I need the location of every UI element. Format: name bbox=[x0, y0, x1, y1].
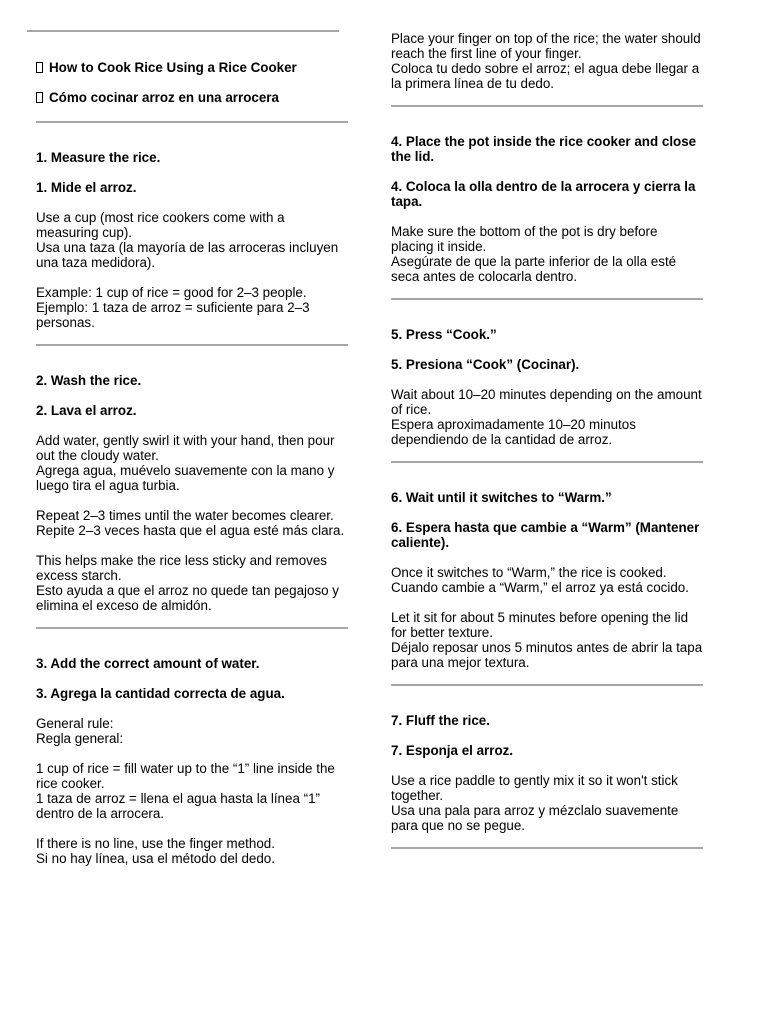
step-heading-en: 7. Fluff the rice. bbox=[391, 713, 490, 728]
step-heading-es: 4. Coloca la olla dentro de la arrocera y cierra la tapa. bbox=[391, 179, 696, 209]
step-text-es: Agrega agua, muévelo suavemente con la mano y luego tira el agua turbia. bbox=[36, 463, 335, 493]
step-heading-en: 4. Place the pot inside the rice cooker and close the lid. bbox=[391, 134, 697, 164]
step-heading-es: 6. Espera hasta que cambie a “Warm” (Mantener caliente). bbox=[391, 520, 700, 550]
step-text-en: Add water, gently swirl it with your hand, then pour out the cloudy water. bbox=[36, 433, 335, 463]
step-text-es: Repite 2–3 veces hasta que el agua esté más clara. bbox=[36, 523, 345, 538]
step-text-en: Make sure the bottom of the pot is dry before placing it inside. bbox=[391, 224, 658, 254]
step-text-es: Usa una pala para arroz y mézclalo suavemente para que no se pegue. bbox=[391, 803, 679, 833]
step-text-es: Regla general: bbox=[36, 731, 124, 746]
step-7 bbox=[391, 713, 703, 833]
step-text-en: Use a cup (most rice cookers come with a measuring cup). bbox=[36, 210, 285, 240]
step-heading-en: 6. Wait until it switches to “Warm.” bbox=[391, 490, 612, 505]
box-glyph-icon bbox=[36, 92, 43, 103]
step-text-es: Ejemplo: 1 taza de arroz = suficiente para 2–3 personas. bbox=[36, 300, 310, 330]
step-text-en: Wait about 10–20 minutes depending on the amount of rice. bbox=[391, 387, 702, 417]
step-heading-es: 7. Esponja el arroz. bbox=[391, 743, 514, 758]
step-heading-es: 3. Agrega la cantidad correcta de agua. bbox=[36, 686, 285, 701]
step-heading-es: 1. Mide el arroz. bbox=[36, 180, 137, 195]
step-heading-en: 1. Measure the rice. bbox=[36, 150, 161, 165]
step-text-en: Example: 1 cup of rice = good for 2–3 people. bbox=[36, 285, 307, 300]
left-column bbox=[36, 0, 348, 866]
step-text-es: 1 taza de arroz = llena el agua hasta la línea “1” dentro de la arrocera. bbox=[36, 791, 320, 821]
step-text-en: This helps make the rice less sticky and removes excess starch. bbox=[36, 553, 327, 583]
step-text-es: Cuando cambie a “Warm,” el arroz ya está cocido. bbox=[391, 580, 689, 595]
step-text-es: Espera aproximadamente 10–20 minutos dependiendo de la cantidad de arroz. bbox=[391, 417, 636, 447]
step-text-en: Use a rice paddle to gently mix it so it won't stick together. bbox=[391, 773, 678, 803]
step-4 bbox=[391, 134, 703, 284]
step-3-continued bbox=[391, 31, 703, 91]
step-heading-es: 5. Presiona “Cook” (Cocinar). bbox=[391, 357, 580, 372]
step-text-es: Asegúrate de que la parte inferior de la olla esté seca antes de colocarla dentro. bbox=[391, 254, 677, 284]
step-1 bbox=[36, 150, 348, 330]
step-text-en: If there is no line, use the finger method. bbox=[36, 836, 275, 851]
step-text-es: Déjalo reposar unos 5 minutos antes de abrir la tapa para una mejor textura. bbox=[391, 640, 703, 670]
step-6 bbox=[391, 490, 703, 670]
step-text-es: Usa una taza (la mayoría de las arroceras incluyen una taza medidora). bbox=[36, 240, 339, 270]
step-text-es: Si no hay línea, usa el método del dedo. bbox=[36, 851, 275, 866]
step-3 bbox=[36, 656, 348, 866]
step-text-en: Repeat 2–3 times until the water becomes clearer. bbox=[36, 508, 334, 523]
step-5 bbox=[391, 327, 703, 447]
step-heading-en: 3. Add the correct amount of water. bbox=[36, 656, 260, 671]
step-text-en: Place your finger on top of the rice; the water should reach the first line of your finger. bbox=[391, 31, 701, 61]
box-glyph-icon bbox=[36, 62, 43, 73]
step-heading-en: 5. Press “Cook.” bbox=[391, 327, 497, 342]
step-text-en: Once it switches to “Warm,” the rice is cooked. bbox=[391, 565, 667, 580]
step-text-en: General rule: bbox=[36, 716, 114, 731]
step-text-en: 1 cup of rice = fill water up to the “1” line inside the rice cooker. bbox=[36, 761, 335, 791]
step-text-en: Let it sit for about 5 minutes before opening the lid for better texture. bbox=[391, 610, 689, 640]
step-text-es: Coloca tu dedo sobre el arroz; el agua debe llegar a la primera línea de tu dedo. bbox=[391, 61, 700, 91]
step-heading-en: 2. Wash the rice. bbox=[36, 373, 142, 388]
step-2 bbox=[36, 373, 348, 613]
step-text-es: Esto ayuda a que el arroz no quede tan pegajoso y elimina el exceso de almidón. bbox=[36, 583, 339, 613]
title-es: Cómo cocinar arroz en una arrocera bbox=[36, 90, 348, 105]
step-heading-es: 2. Lava el arroz. bbox=[36, 403, 137, 418]
right-column bbox=[391, 0, 703, 849]
title-en: How to Cook Rice Using a Rice Cooker bbox=[36, 60, 348, 75]
divider bbox=[391, 847, 703, 849]
